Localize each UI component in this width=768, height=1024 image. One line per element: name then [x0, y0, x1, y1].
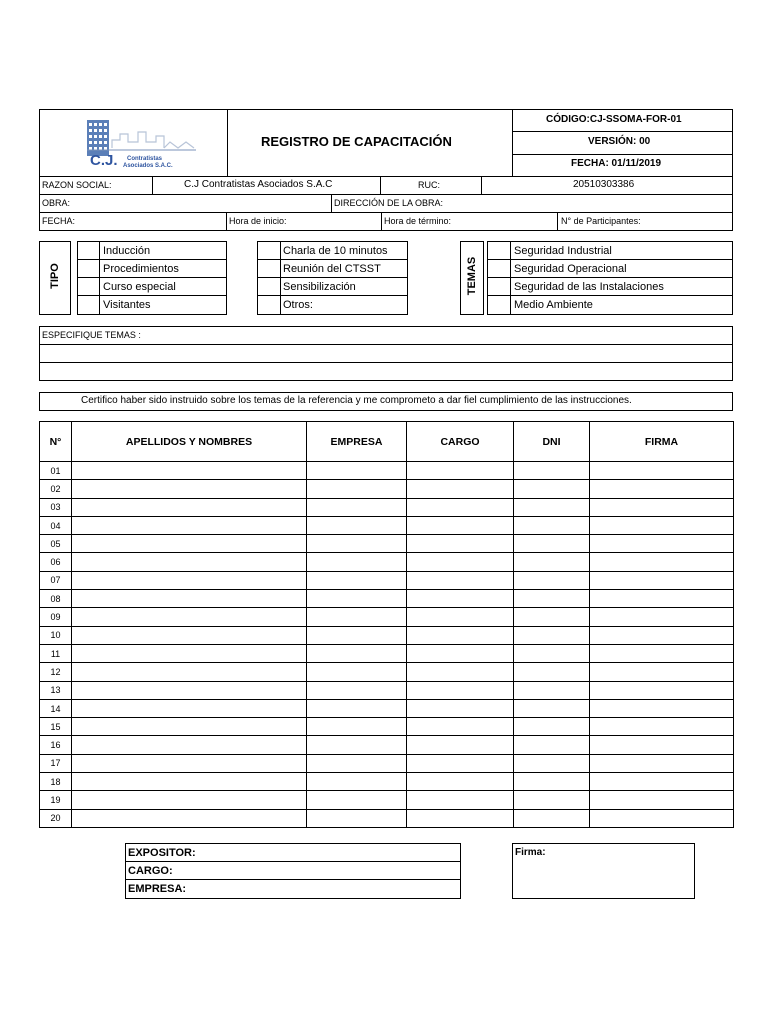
firma-cell[interactable] [590, 809, 734, 827]
empresa-cell[interactable] [307, 736, 407, 754]
row-number: 10 [40, 626, 72, 644]
dni-cell[interactable] [514, 754, 590, 772]
table-row [40, 535, 734, 553]
row-number: 08 [40, 590, 72, 608]
cargo-cell[interactable] [407, 553, 514, 571]
dni-cell[interactable] [514, 608, 590, 626]
firma-cell[interactable] [590, 699, 734, 717]
empresa-cell[interactable] [307, 663, 407, 681]
especifique-label: ESPECIFIQUE TEMAS : [42, 330, 141, 340]
cargo-cell[interactable] [407, 791, 514, 809]
dni-cell[interactable] [514, 462, 590, 480]
firma-cell[interactable] [590, 498, 734, 516]
cargo-cell[interactable] [407, 644, 514, 662]
nombre-cell[interactable] [72, 608, 307, 626]
row-number: 14 [40, 699, 72, 717]
row-number: 04 [40, 516, 72, 534]
nombre-cell[interactable] [72, 480, 307, 498]
tipo-check-4[interactable] [78, 296, 99, 314]
row-number: 15 [40, 718, 72, 736]
dni-cell[interactable] [514, 498, 590, 516]
firma-cell[interactable] [590, 718, 734, 736]
table-row [40, 590, 734, 608]
dni-cell[interactable] [514, 791, 590, 809]
especifique-line-2[interactable] [40, 363, 732, 380]
dni-cell[interactable] [514, 516, 590, 534]
table-row [40, 626, 734, 644]
ruc-label: RUC: [418, 180, 440, 190]
table-row [40, 681, 734, 699]
empresa-cell[interactable] [307, 718, 407, 736]
tipo-check-5[interactable] [258, 242, 280, 259]
firma-cell[interactable] [590, 571, 734, 589]
cargo-cell[interactable] [407, 773, 514, 791]
table-row [40, 571, 734, 589]
row-number: 11 [40, 644, 72, 662]
firma-cell[interactable] [590, 462, 734, 480]
cargo-label: CARGO: [128, 865, 173, 877]
participantes-label: N° de Participantes: [561, 216, 641, 226]
firma-cell[interactable] [590, 516, 734, 534]
row-number: 05 [40, 535, 72, 553]
empresa-cell[interactable] [307, 809, 407, 827]
tipo-option: Otros: [283, 299, 313, 311]
row-number: 01 [40, 462, 72, 480]
temas-option: Seguridad Operacional [514, 263, 627, 275]
empresa-cell[interactable] [307, 773, 407, 791]
temas-option: Seguridad Industrial [514, 245, 612, 257]
razon-social-value[interactable]: C.J Contratistas Asociados S.A.C [184, 179, 333, 190]
firma-cell[interactable] [590, 590, 734, 608]
nombre-cell[interactable] [72, 462, 307, 480]
dni-cell[interactable] [514, 644, 590, 662]
certifico-text: Certifico haber sido instruido sobre los temas de la referencia y me comprometo a dar fiel cumplimiento de las instrucciones. [81, 395, 632, 406]
temas-label: TEMAS [466, 256, 478, 296]
row-number: 03 [40, 498, 72, 516]
firma-cell[interactable] [590, 553, 734, 571]
expositor-label: EXPOSITOR: [128, 847, 196, 859]
nombre-cell[interactable] [72, 498, 307, 516]
tipo-option: Curso especial [103, 281, 176, 293]
participants-table [39, 421, 734, 828]
table-row [40, 498, 734, 516]
obra-label: OBRA: [42, 198, 71, 208]
col-header-dni: DNI [514, 422, 590, 462]
dni-cell[interactable] [514, 535, 590, 553]
col-header-firma: FIRMA [590, 422, 734, 462]
hora-inicio-label: Hora de inicio: [229, 216, 287, 226]
nombre-cell[interactable] [72, 644, 307, 662]
cargo-cell[interactable] [407, 535, 514, 553]
tipo-check-7[interactable] [258, 278, 280, 295]
nombre-cell[interactable] [72, 663, 307, 681]
table-row [40, 516, 734, 534]
table-row [40, 791, 734, 809]
tipo-option: Reunión del CTSST [283, 263, 381, 275]
tipo-option: Inducción [103, 245, 151, 257]
firma-cell[interactable] [590, 773, 734, 791]
hora-termino-label: Hora de término: [384, 216, 452, 226]
tipo-check-8[interactable] [258, 296, 280, 314]
table-row [40, 754, 734, 772]
row-number: 13 [40, 681, 72, 699]
row-number: 19 [40, 791, 72, 809]
empresa-cell[interactable] [307, 644, 407, 662]
cargo-cell[interactable] [407, 480, 514, 498]
dni-cell[interactable] [514, 553, 590, 571]
row-number: 06 [40, 553, 72, 571]
table-row [40, 699, 734, 717]
cargo-cell[interactable] [407, 681, 514, 699]
especifique-line-1[interactable] [40, 345, 732, 362]
nombre-cell[interactable] [72, 681, 307, 699]
empresa-cell[interactable] [307, 480, 407, 498]
tipo-option: Charla de 10 minutos [283, 245, 388, 257]
col-header-nombres: APELLIDOS Y NOMBRES [72, 422, 307, 462]
cargo-cell[interactable] [407, 571, 514, 589]
nombre-cell[interactable] [72, 516, 307, 534]
firma-cell[interactable] [590, 626, 734, 644]
cargo-cell[interactable] [407, 626, 514, 644]
nombre-cell[interactable] [72, 736, 307, 754]
table-row [40, 462, 734, 480]
tipo-label: TIPO [49, 263, 61, 289]
cargo-cell[interactable] [407, 809, 514, 827]
row-number: 18 [40, 773, 72, 791]
tipo-option: Procedimientos [103, 263, 179, 275]
nombre-cell[interactable] [72, 626, 307, 644]
empresa-cell[interactable] [307, 608, 407, 626]
firma-cell[interactable] [590, 736, 734, 754]
nombre-cell[interactable] [72, 718, 307, 736]
empresa-cell[interactable] [307, 553, 407, 571]
dni-cell[interactable] [514, 663, 590, 681]
firma-cell[interactable] [590, 608, 734, 626]
logo-line1: Contratistas [127, 156, 163, 162]
codigo-text: CÓDIGO:CJ-SSOMA-FOR-01 [546, 114, 682, 125]
fecha-doc-text: FECHA: 01/11/2019 [571, 158, 662, 169]
cargo-cell[interactable] [407, 498, 514, 516]
cargo-cell[interactable] [407, 699, 514, 717]
table-row [40, 773, 734, 791]
dni-cell[interactable] [514, 809, 590, 827]
dni-cell[interactable] [514, 773, 590, 791]
fecha-label: FECHA: [42, 216, 76, 226]
dni-cell[interactable] [514, 571, 590, 589]
row-number: 02 [40, 480, 72, 498]
firma-cell[interactable] [590, 480, 734, 498]
nombre-cell[interactable] [72, 553, 307, 571]
direccion-label: DIRECCIÓN DE LA OBRA: [334, 198, 444, 208]
firma-cell[interactable] [590, 791, 734, 809]
logo-initials: C.J. [90, 152, 118, 169]
dni-cell[interactable] [514, 681, 590, 699]
cargo-cell[interactable] [407, 590, 514, 608]
nombre-cell[interactable] [72, 699, 307, 717]
temas-check-1[interactable] [488, 242, 510, 259]
firma-cell[interactable] [590, 681, 734, 699]
table-row [40, 608, 734, 626]
tipo-option: Sensibilización [283, 281, 356, 293]
firma-cell[interactable] [590, 535, 734, 553]
table-row [40, 480, 734, 498]
empresa-cell[interactable] [307, 498, 407, 516]
table-row [40, 718, 734, 736]
empresa-cell[interactable] [307, 571, 407, 589]
tipo-check-1[interactable] [78, 242, 99, 259]
tipo-check-3[interactable] [78, 278, 99, 295]
row-number: 09 [40, 608, 72, 626]
empresa-cell[interactable] [307, 754, 407, 772]
firma-cell[interactable] [590, 754, 734, 772]
cargo-cell[interactable] [407, 608, 514, 626]
col-header-num: N° [40, 422, 72, 462]
empresa-cell[interactable] [307, 590, 407, 608]
empresa-cell[interactable] [307, 699, 407, 717]
row-number: 07 [40, 571, 72, 589]
empresa-cell[interactable] [307, 516, 407, 534]
dni-cell[interactable] [514, 626, 590, 644]
nombre-cell[interactable] [72, 809, 307, 827]
firma-cell[interactable] [590, 644, 734, 662]
temas-check-3[interactable] [488, 278, 510, 295]
empresa-cell[interactable] [307, 681, 407, 699]
dni-cell[interactable] [514, 718, 590, 736]
table-row [40, 809, 734, 827]
logo-line2: Asociados S.A.C. [123, 163, 173, 169]
dni-cell[interactable] [514, 736, 590, 754]
firma-cell[interactable] [590, 663, 734, 681]
col-header-cargo: CARGO [407, 422, 514, 462]
nombre-cell[interactable] [72, 791, 307, 809]
firma-label: Firma: [515, 847, 546, 858]
row-number: 17 [40, 754, 72, 772]
cargo-cell[interactable] [407, 516, 514, 534]
row-number: 20 [40, 809, 72, 827]
nombre-cell[interactable] [72, 535, 307, 553]
cargo-cell[interactable] [407, 754, 514, 772]
empresa-cell[interactable] [307, 626, 407, 644]
empresa-cell[interactable] [307, 791, 407, 809]
ruc-value[interactable]: 20510303386 [573, 179, 635, 190]
empresa-cell[interactable] [307, 535, 407, 553]
cargo-cell[interactable] [407, 462, 514, 480]
temas-check-2[interactable] [488, 260, 510, 277]
row-number: 16 [40, 736, 72, 754]
dni-cell[interactable] [514, 480, 590, 498]
nombre-cell[interactable] [72, 571, 307, 589]
table-row [40, 663, 734, 681]
dni-cell[interactable] [514, 699, 590, 717]
cargo-cell[interactable] [407, 663, 514, 681]
table-row [40, 644, 734, 662]
temas-option: Medio Ambiente [514, 299, 593, 311]
empresa-cell[interactable] [307, 462, 407, 480]
tipo-option: Visitantes [103, 299, 151, 311]
tipo-check-6[interactable] [258, 260, 280, 277]
temas-check-4[interactable] [488, 296, 510, 314]
nombre-cell[interactable] [72, 773, 307, 791]
empresa-label: EMPRESA: [128, 883, 187, 895]
nombre-cell[interactable] [72, 590, 307, 608]
razon-social-label: RAZON SOCIAL: [42, 180, 112, 190]
table-row [40, 736, 734, 754]
table-row [40, 553, 734, 571]
temas-option: Seguridad de las Instalaciones [514, 281, 664, 293]
cargo-cell[interactable] [407, 736, 514, 754]
cargo-cell[interactable] [407, 718, 514, 736]
tipo-check-2[interactable] [78, 260, 99, 277]
col-header-empresa: EMPRESA [307, 422, 407, 462]
nombre-cell[interactable] [72, 754, 307, 772]
page-title: REGISTRO DE CAPACITACIÓN [261, 134, 452, 149]
row-number: 12 [40, 663, 72, 681]
version-text: VERSIÓN: 00 [588, 136, 651, 147]
company-logo [80, 114, 200, 174]
dni-cell[interactable] [514, 590, 590, 608]
